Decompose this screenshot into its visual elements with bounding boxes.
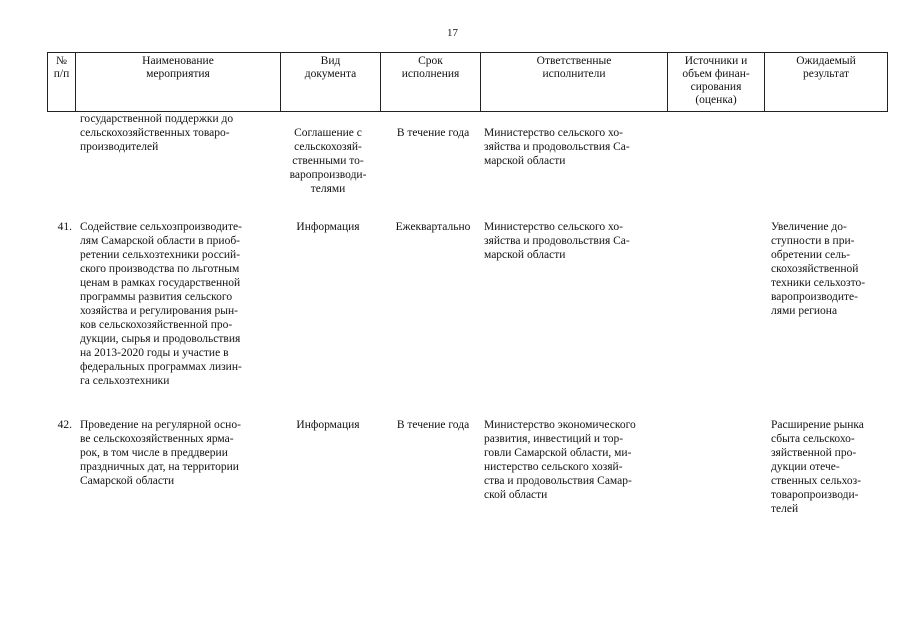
cell-line: марской области [484,155,566,167]
header-text: исполнения [401,68,460,80]
header-text: (оценка) [695,94,737,106]
cell-line: Информация [296,221,360,233]
cell-line: федеральных программах лизин- [80,361,242,373]
cell-line: лями региона [771,305,838,317]
header-text: п/п [53,68,70,80]
header-result [765,53,888,112]
header-text: документа [304,68,357,80]
cell-line: рок, в том числе в преддверии [80,447,228,459]
header-text: мероприятия [146,68,210,80]
cell-exec [484,418,667,502]
cell-line: Министерство сельского хо- [484,127,623,139]
cell-line: дукции, сырья и продовольствия [80,333,241,345]
cell-line: Ежеквартально [395,221,471,233]
cell-line: Проведение на регулярной осно- [80,419,241,431]
cell-term [383,418,483,432]
cell-line: государственной поддержки до [80,113,234,125]
cell-line: В течение года [396,419,470,431]
cell-name [80,112,264,154]
header-text: результат [802,68,850,80]
cell-line: ского производства по льготным [80,263,240,275]
header-text: объем финан- [682,68,750,80]
cell-line: зяйственной про- [771,447,857,459]
header-name [76,53,281,112]
header-text: Ожидаемый [796,55,856,67]
cell-line: ственных сельхоз- [771,475,862,487]
cell-line: Расширение рынка [771,419,864,431]
cell-term [383,126,483,140]
cell-term [383,220,483,234]
table-header [47,52,888,112]
header-src [668,53,765,112]
header-text: Срок [418,55,443,67]
cell-line: зяйства и продовольствия Са- [484,235,630,247]
cell-num: 41. [57,221,72,233]
cell-line: Соглашение с [294,127,362,139]
cell-line: обретении сель- [771,249,851,261]
cell-result [771,418,883,516]
cell-doc [283,418,373,432]
cell-line: программы развития сельского [80,291,233,303]
cell-line: техники сельхозто- [771,277,866,289]
cell-line: товаропроизводи- [771,489,859,501]
cell-doc [283,220,373,234]
cell-line: говли Самарской области, ми- [484,447,632,459]
header-num [48,53,76,112]
header-doc [281,53,381,112]
cell-line: ве сельскохозяйственных ярма- [80,433,234,445]
cell-line: сбыта сельскохо- [771,433,855,445]
header-text: № [56,55,67,67]
cell-line: лям Самарской области в приоб- [80,235,241,247]
cell-line: марской области [484,249,566,261]
cell-line: ской области [484,489,548,501]
cell-line: зяйства и продовольствия Са- [484,141,630,153]
cell-line: нистерство сельского хозяй- [484,461,623,473]
cell-line: варопроизводите- [771,291,858,303]
cell-line: на 2013-2020 годы и участие в [80,347,229,359]
cell-line: ретении сельхозтехники россий- [80,249,241,261]
cell-doc [283,126,373,196]
cell-line: ценам в рамках государственной [80,277,241,289]
cell-line: ственными то- [292,155,364,167]
cell-line: праздничных дат, на территории [80,461,239,473]
cell-line: ступности в при- [771,235,855,247]
cell-line: дукции отече- [771,461,840,473]
cell-line: телями [310,183,346,195]
header-text: исполнители [542,68,606,80]
page-number: 17 [447,27,458,39]
cell-line: Министерство сельского хо- [484,221,623,233]
header-text: Источники и [684,55,748,67]
cell-line: варопроизводи- [289,169,367,181]
header-text: сирования [690,81,742,93]
cell-line: производителей [80,141,159,153]
cell-line: скохозяйственной [771,263,859,275]
cell-exec [484,126,667,168]
cell-name [80,220,264,388]
cell-line: Информация [296,419,360,431]
cell-result [771,220,883,318]
cell-num: 42. [57,419,72,431]
header-text: Вид [320,55,341,67]
cell-line: сельскохозяй- [294,141,362,153]
cell-line: Самарской области [80,475,175,487]
cell-line: Увеличение до- [771,221,847,233]
cell-line: Содействие сельхозпроизводите- [80,221,242,233]
header-text: Наименование [142,55,214,67]
cell-line: хозяйства и регулирования рын- [80,305,238,317]
cell-line: телей [771,503,799,515]
cell-line: ства и продовольствия Самар- [484,475,632,487]
cell-line: В течение года [396,127,470,139]
header-exec [481,53,668,112]
cell-name [80,418,264,488]
cell-line: ков сельскохозяйственной про- [80,319,233,331]
cell-line: развития, инвестиций и тор- [484,433,624,445]
header-term [381,53,481,112]
cell-exec [484,220,667,262]
cell-line: сельскохозяйственных товаро- [80,127,230,139]
header-text: Ответственные [536,55,612,67]
cell-line: га сельхозтехники [80,375,170,387]
cell-line: Министерство экономического [484,419,636,431]
